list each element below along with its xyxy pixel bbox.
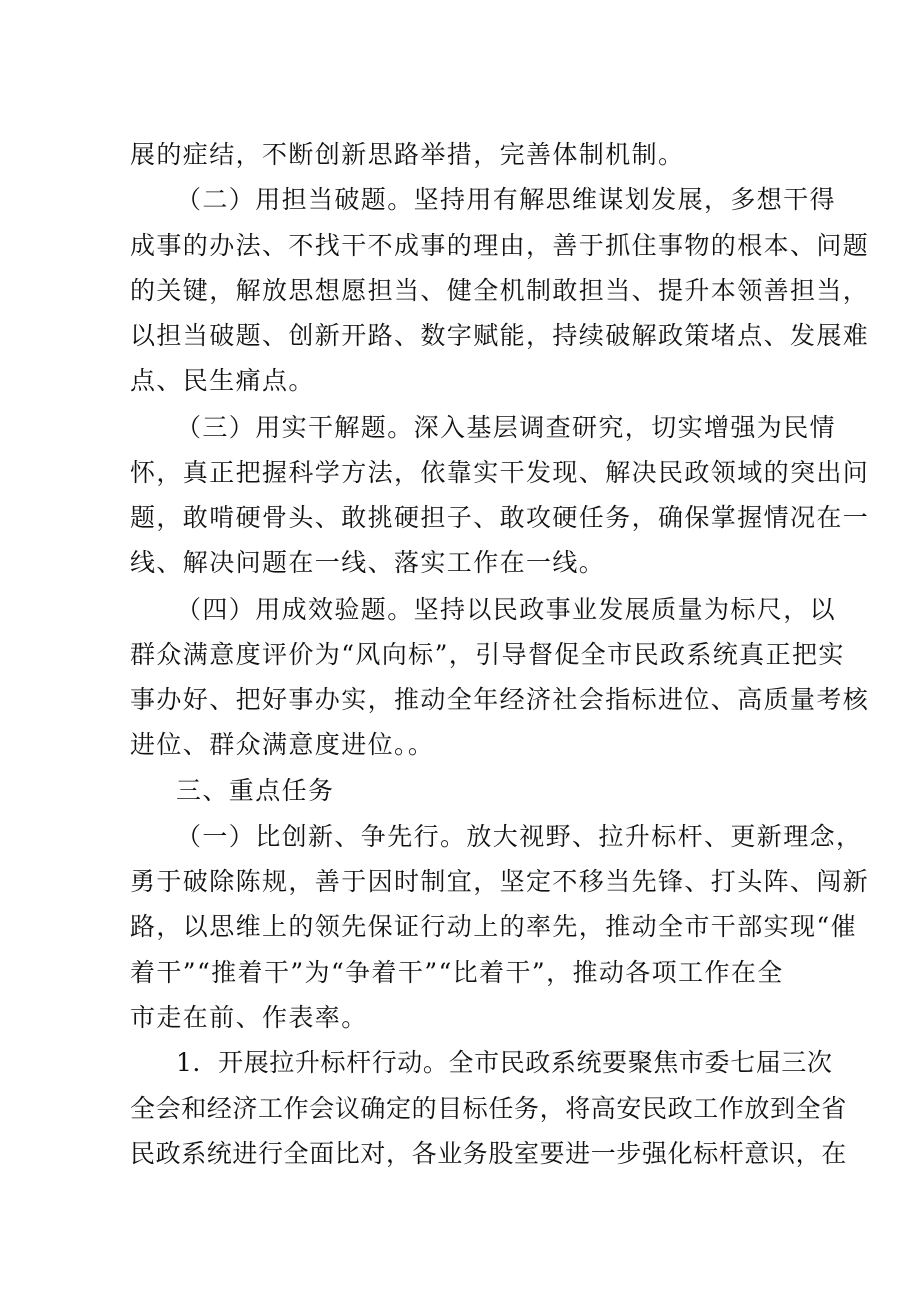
text-line: 展的症结，不断创新思路举措，完善体制机制。 bbox=[130, 140, 685, 169]
section-heading: 三、重点任务 bbox=[176, 776, 335, 805]
paragraph-heading-task-1: （一）比创新、争先行。放大视野、拉升标杆、更新理念， bbox=[176, 822, 863, 851]
text-line: 事办好、把好事办实，推动全年经济社会指标进位、高质量考核 bbox=[130, 685, 870, 714]
text-line: 民政系统进行全面比对，各业务股室要进一步强化标杆意识，在 bbox=[130, 1139, 847, 1168]
text-line: 着干”“推着干”为“争着干”“比着干”，推动各项工作在全 bbox=[130, 958, 784, 987]
paragraph-heading-4: （四）用成效验题。坚持以民政事业发展质量为标尺，以 bbox=[176, 595, 837, 624]
text-line: 市走在前、作表率。 bbox=[130, 1003, 368, 1032]
text-line: 题，敢啃硬骨头、敢挑硬担子、敢攻硬任务，确保掌握情况在一 bbox=[130, 503, 870, 532]
text-line: 群众满意度评价为“风向标”，引导督促全市民政系统真正把实 bbox=[130, 640, 845, 669]
paragraph-heading-3: （三）用实干解题。深入基层调查研究，切实增强为民情 bbox=[176, 413, 837, 442]
text-line: 路，以思维上的领先保证行动上的率先，推动全市干部实现“催 bbox=[130, 912, 857, 941]
text-line: 以担当破题、创新开路、数字赋能，持续破解政策堵点、发展难 bbox=[130, 321, 870, 350]
text-line: 怀，真正把握科学方法，依靠实干发现、解决民政领域的突出问 bbox=[130, 458, 870, 487]
text-line: 全会和经济工作会议确定的目标任务，将高安民政工作放到全省 bbox=[130, 1094, 847, 1123]
numbered-item-1: 1．开展拉升标杆行动。全市民政系统要聚焦市委七届三次 bbox=[176, 1048, 833, 1077]
paragraph-heading-2: （二）用担当破题。坚持用有解思维谋划发展，多想干得 bbox=[176, 185, 837, 214]
text-line: 进位、群众满意度进位。。 bbox=[130, 730, 435, 759]
text-line: 的关键，解放思想愿担当、健全机制敢担当、提升本领善担当， bbox=[130, 276, 870, 305]
text-line: 点、民生痛点。 bbox=[130, 366, 315, 395]
text-line: 线、解决问题在一线、落实工作在一线。 bbox=[130, 548, 606, 577]
text-line: 勇于破除陈规，善于因时制宜，坚定不移当先锋、打头阵、闯新 bbox=[130, 867, 870, 896]
text-line: 成事的办法、不找干不成事的理由，善于抓住事物的根本、问题 bbox=[130, 231, 870, 260]
